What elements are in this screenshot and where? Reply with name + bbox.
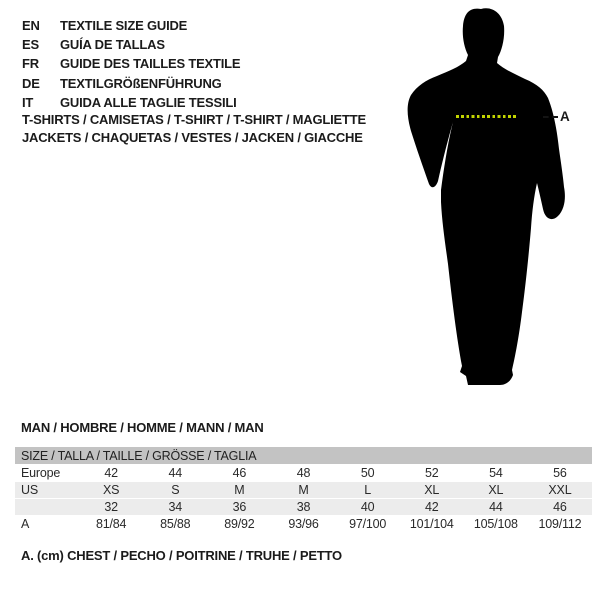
size-value-cell: 97/100 [349, 517, 387, 531]
size-value-cell: S [171, 483, 180, 497]
size-value-cell: 93/96 [288, 517, 319, 531]
size-value-cell: 48 [296, 466, 311, 480]
language-row [22, 54, 240, 73]
chest-measure-line [456, 115, 518, 118]
language-row [22, 16, 240, 35]
size-value-cell: 34 [168, 500, 183, 514]
language-row [22, 74, 240, 93]
size-value-cell: XL [424, 483, 440, 497]
man-body-shape [408, 8, 565, 385]
size-table-row [15, 482, 592, 499]
language-code: EN [22, 18, 40, 33]
size-value-cell: 44 [168, 466, 183, 480]
size-value-cell: M [298, 483, 309, 497]
language-title: GUÍA DE TALLAS [60, 37, 165, 53]
category-line: T-SHIRTS / CAMISETAS / T-SHIRT / T-SHIRT / MAGLIETTE [22, 112, 366, 127]
size-value-cell: 105/108 [473, 517, 518, 531]
measurement-footnote: A. (cm) CHEST / PECHO / POITRINE / TRUHE / PETTO [21, 548, 342, 563]
size-table-header-row [15, 447, 592, 465]
size-value-cell: L [364, 483, 371, 497]
size-value-cell: 50 [360, 466, 375, 480]
size-value-cell: XXL [548, 483, 572, 497]
size-value-cell: 101/104 [409, 517, 454, 531]
language-title: TEXTILE SIZE GUIDE [60, 18, 188, 33]
size-table-row [15, 465, 592, 482]
category-list [22, 111, 366, 146]
language-title: GUIDA ALLE TAGLIE TESSILI [60, 94, 237, 110]
size-value-cell: 42 [104, 466, 118, 480]
size-table-row [15, 499, 592, 516]
language-title: GUIDE DES TAILLES TEXTILE [60, 56, 241, 72]
size-value-cell: 89/92 [224, 517, 255, 531]
size-value-cell: 109/112 [538, 517, 582, 531]
size-value-cell: 85/88 [160, 517, 191, 531]
size-table-row [15, 516, 592, 533]
size-table-header: SIZE / TALLA / TAILLE / GRÖSSE / TAGLIA [15, 447, 592, 465]
size-value-cell: 44 [489, 500, 503, 514]
size-value-cell: M [234, 483, 245, 497]
size-value-cell: 56 [553, 466, 567, 480]
man-silhouette [400, 0, 600, 395]
size-value-cell: 38 [296, 500, 311, 514]
size-value-cell: 46 [553, 500, 567, 514]
category-line: JACKETS / CHAQUETAS / VESTES / JACKEN / GIACCHE [22, 129, 363, 145]
size-value-cell: 42 [424, 500, 439, 514]
language-list [22, 16, 240, 112]
size-table-body [15, 465, 592, 533]
size-value-cell: 54 [489, 466, 503, 480]
language-code: FR [22, 56, 39, 72]
size-system-label: A [21, 517, 30, 531]
man-silhouette-graphic [400, 0, 600, 395]
language-row [22, 35, 240, 54]
size-value-cell: XL [488, 483, 504, 497]
size-value-cell: 52 [424, 466, 439, 480]
size-system-label: US [21, 483, 38, 497]
size-system-label [15, 499, 79, 516]
measure-leader-line [543, 116, 558, 118]
size-value-cell: 36 [232, 500, 247, 514]
language-title: TEXTILGRÖßENFÜHRUNG [60, 75, 222, 91]
language-code: IT [22, 94, 34, 110]
size-table [15, 447, 592, 532]
size-system-label: Europe [21, 466, 61, 480]
measure-label-a: A [560, 109, 570, 124]
size-value-cell: XS [103, 483, 120, 497]
size-value-cell: 32 [104, 500, 118, 514]
section-title-man: MAN / HOMBRE / HOMME / MANN / MAN [21, 420, 264, 435]
language-row [22, 93, 240, 112]
language-code: ES [22, 37, 39, 53]
size-value-cell: 40 [360, 500, 375, 514]
language-code: DE [22, 75, 40, 91]
size-value-cell: 46 [232, 466, 247, 480]
size-value-cell: 81/84 [96, 517, 127, 531]
